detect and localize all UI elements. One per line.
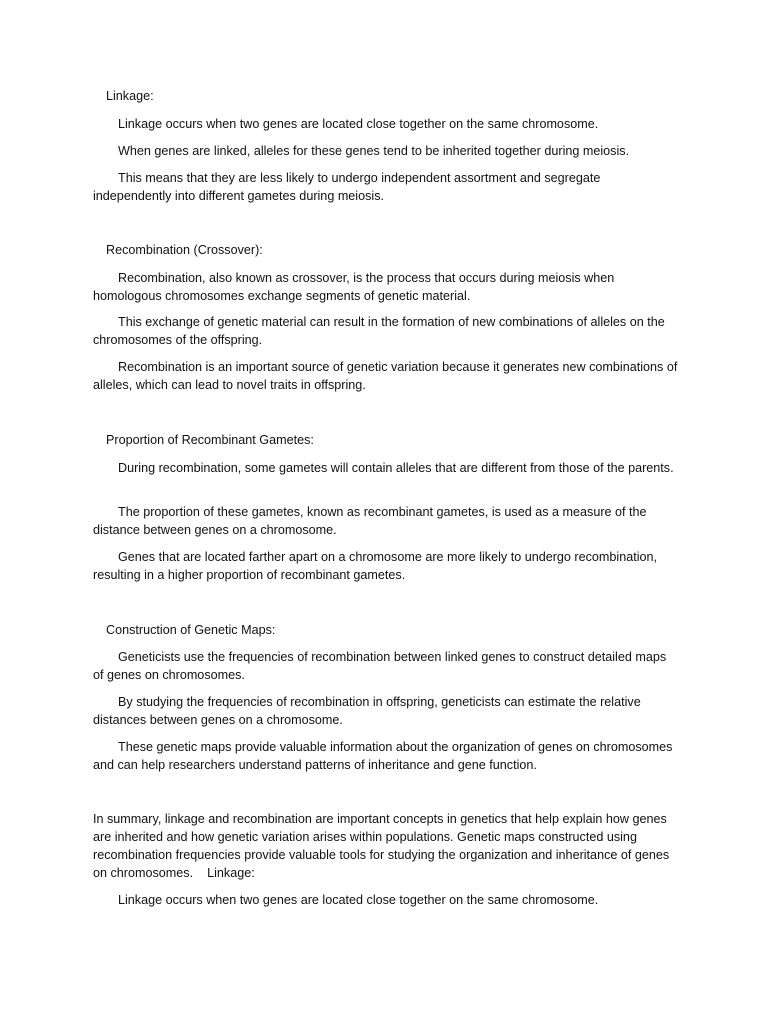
paragraph: Recombination, also known as crossover, is the process that occurs during meiosis when homologous chromosomes exchange segments of genetic material. [93,271,615,303]
section-heading-genetic-maps: Construction of Genetic Maps: [106,623,276,637]
paragraph: During recombination, some gametes will contain alleles that are different from those of the parents. [118,461,674,475]
paragraph: These genetic maps provide valuable information about the organization of genes on chromosomes and can help researchers understand patterns of inheritance and gene function. [93,740,673,772]
paragraph: When genes are linked, alleles for these genes tend to be inherited together during meiosis. [118,144,630,158]
paragraph: Geneticists use the frequencies of recombination between linked genes to construct detailed maps of genes on chromosomes. [93,650,667,682]
paragraph: The proportion of these gametes, known as recombinant gametes, is used as a measure of the distance between genes on a chromosome. [93,505,647,537]
paragraph: By studying the frequencies of recombination in offspring, geneticists can estimate the relative distances between genes on a chromosome. [93,695,641,727]
section-heading-recombination: Recombination (Crossover): [106,243,263,257]
paragraph: Linkage occurs when two genes are located close together on the same chromosome. [118,893,599,907]
paragraph: This exchange of genetic material can result in the formation of new combinations of alleles on the chromosomes of the offspring. [93,315,665,347]
section-heading-linkage: Linkage: [106,89,154,103]
paragraph: Linkage occurs when two genes are located close together on the same chromosome. [118,117,599,131]
paragraph: Recombination is an important source of genetic variation because it generates new combinations of alleles, which can lead to novel traits in offspring. [93,360,678,392]
paragraph: Genes that are located farther apart on a chromosome are more likely to undergo recombination, resulting in a higher proportion of recombinant gametes. [93,550,658,582]
paragraph: This means that they are less likely to undergo independent assortment and segregate independently into different gametes during meiosis. [93,171,601,203]
summary-paragraph: In summary, linkage and recombination are important concepts in genetics that help explain how genes are inherited and how genetic variation arises within populations. Genetic maps constructed using recombination frequencies provide valuable tools for studying the organization and inheritance of genes on chromosomes. Linkage: [93,812,673,880]
section-heading-recombinant-gametes: Proportion of Recombinant Gametes: [106,433,314,447]
